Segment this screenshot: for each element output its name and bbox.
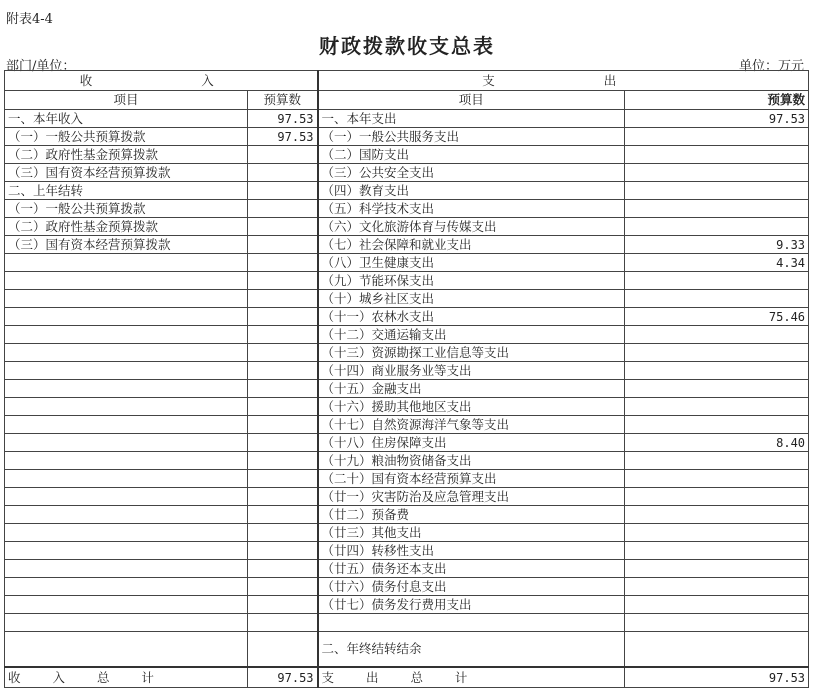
expense-value-cell: [625, 164, 809, 182]
page-title: 财政拨款收支总表: [319, 34, 495, 58]
expense-item-cell: 一、本年支出: [318, 110, 625, 128]
expense-item-cell: （三）公共安全支出: [318, 164, 625, 182]
income-total-value: 97.53: [248, 667, 318, 688]
income-item-cell: [5, 362, 248, 380]
income-value-cell: [248, 326, 318, 344]
expense-value-cell: 97.53: [625, 110, 809, 128]
income-item-cell: [5, 632, 248, 668]
table-row: [5, 470, 809, 488]
expense-value-cell: [625, 452, 809, 470]
expense-item-cell: （廿三）其他支出: [318, 524, 625, 542]
income-value-cell: [248, 434, 318, 452]
table-row: [5, 596, 809, 614]
income-item-cell: [5, 272, 248, 290]
income-item-header: 项目: [5, 91, 248, 110]
income-item-cell: [5, 434, 248, 452]
income-item-cell: [5, 290, 248, 308]
unit-label: 单位：万元: [738, 59, 804, 74]
expense-value-cell: [625, 200, 809, 218]
attachment-label: 附表4-4: [6, 12, 53, 27]
expense-value-cell: [625, 128, 809, 146]
expense-value-cell: [625, 344, 809, 362]
income-item-cell: （三）国有资本经营预算拨款: [5, 164, 248, 182]
expense-item-cell: （十一）农林水支出: [318, 308, 625, 326]
income-value-cell: [248, 578, 318, 596]
income-value-cell: [248, 344, 318, 362]
expense-value-cell: [625, 362, 809, 380]
income-value-cell: [248, 632, 318, 668]
income-item-cell: [5, 488, 248, 506]
carryover-value: [625, 632, 809, 668]
table-row: [5, 416, 809, 434]
income-item-cell: [5, 524, 248, 542]
income-value-cell: [248, 614, 318, 632]
income-item-cell: [5, 470, 248, 488]
income-item-cell: 一、本年收入: [5, 110, 248, 128]
expense-value-cell: [625, 470, 809, 488]
income-value-cell: [248, 146, 318, 164]
expense-value-cell: 9.33: [625, 236, 809, 254]
table-row: [5, 110, 809, 128]
expense-item-cell: （十五）金融支出: [318, 380, 625, 398]
income-item-cell: [5, 326, 248, 344]
expense-item-cell: [318, 614, 625, 632]
income-value-cell: [248, 182, 318, 200]
expense-item-cell: （十九）粮油物资储备支出: [318, 452, 625, 470]
income-item-cell: [5, 380, 248, 398]
income-item-cell: [5, 308, 248, 326]
expense-item-cell: （十六）援助其他地区支出: [318, 398, 625, 416]
expense-value-cell: 75.46: [625, 308, 809, 326]
expense-item-cell: （十四）商业服务业等支出: [318, 362, 625, 380]
table-row: [5, 182, 809, 200]
expense-item-cell: （八）卫生健康支出: [318, 254, 625, 272]
income-item-cell: [5, 596, 248, 614]
table-row: [5, 560, 809, 578]
expense-budget-header: 预算数: [625, 91, 809, 110]
expense-value-cell: [625, 182, 809, 200]
income-value-cell: [248, 380, 318, 398]
income-value-cell: [248, 200, 318, 218]
budget-table: [4, 70, 809, 688]
income-value-cell: [248, 524, 318, 542]
income-item-cell: （一）一般公共预算拨款: [5, 128, 248, 146]
table-row: [5, 452, 809, 470]
income-value-cell: [248, 236, 318, 254]
table-row: [5, 218, 809, 236]
expense-item-cell: （二）国防支出: [318, 146, 625, 164]
table-row: [5, 308, 809, 326]
expense-value-cell: [625, 506, 809, 524]
expense-item-cell: （廿七）债务发行费用支出: [318, 596, 625, 614]
table-row: [5, 434, 809, 452]
expense-item-cell: （四）教育支出: [318, 182, 625, 200]
table-row: [5, 398, 809, 416]
income-value-cell: [248, 308, 318, 326]
expense-value-cell: [625, 578, 809, 596]
income-item-cell: （二）政府性基金预算拨款: [5, 218, 248, 236]
income-value-cell: [248, 560, 318, 578]
expense-item-cell: （五）科学技术支出: [318, 200, 625, 218]
expense-item-header: 项目: [318, 91, 625, 110]
table-row: [5, 290, 809, 308]
income-value-cell: [248, 164, 318, 182]
table-row: [5, 578, 809, 596]
expense-item-cell: （廿五）债务还本支出: [318, 560, 625, 578]
income-total-label: 收 入 总 计: [5, 667, 248, 688]
income-value-cell: [248, 254, 318, 272]
table-row: [5, 326, 809, 344]
table-row: [5, 488, 809, 506]
income-value-cell: [248, 272, 318, 290]
expense-item-cell: （十七）自然资源海洋气象等支出: [318, 416, 625, 434]
table-row: [5, 632, 809, 668]
expense-item-cell: （十三）资源勘探工业信息等支出: [318, 344, 625, 362]
table-row: [5, 614, 809, 632]
expense-item-cell: （廿六）债务付息支出: [318, 578, 625, 596]
expense-value-cell: [625, 398, 809, 416]
income-item-cell: [5, 578, 248, 596]
expense-value-cell: [625, 272, 809, 290]
income-item-cell: [5, 614, 248, 632]
expense-value-cell: [625, 560, 809, 578]
table-row: [5, 542, 809, 560]
table-row: [5, 254, 809, 272]
expense-item-cell: （二十）国有资本经营预算支出: [318, 470, 625, 488]
expense-value-cell: [625, 146, 809, 164]
expense-value-cell: [625, 326, 809, 344]
expense-value-cell: [625, 380, 809, 398]
income-budget-header: 预算数: [248, 91, 318, 110]
expense-item-cell: （廿二）预备费: [318, 506, 625, 524]
income-value-cell: [248, 470, 318, 488]
income-value-cell: [248, 218, 318, 236]
table-row: [5, 272, 809, 290]
expense-value-cell: [625, 218, 809, 236]
expense-value-cell: [625, 290, 809, 308]
income-value-cell: [248, 398, 318, 416]
expense-item-cell: （九）节能环保支出: [318, 272, 625, 290]
table-row: [5, 506, 809, 524]
income-item-cell: 二、上年结转: [5, 182, 248, 200]
income-item-cell: [5, 452, 248, 470]
expense-value-cell: [625, 542, 809, 560]
expense-item-cell: （一）一般公共服务支出: [318, 128, 625, 146]
expense-total-value: 97.53: [625, 667, 809, 688]
expense-item-cell: （六）文化旅游体育与传媒支出: [318, 218, 625, 236]
income-value-cell: [248, 506, 318, 524]
income-item-cell: [5, 560, 248, 578]
income-item-cell: [5, 506, 248, 524]
income-item-cell: （一）一般公共预算拨款: [5, 200, 248, 218]
expense-item-cell: （十）城乡社区支出: [318, 290, 625, 308]
expense-item-cell: （廿一）灾害防治及应急管理支出: [318, 488, 625, 506]
income-item-cell: [5, 344, 248, 362]
income-item-cell: （二）政府性基金预算拨款: [5, 146, 248, 164]
income-value-cell: [248, 452, 318, 470]
expense-section-header: 支 出: [318, 71, 809, 91]
table-row: [5, 380, 809, 398]
carryover-label: 二、年终结转结余: [318, 632, 625, 668]
income-item-cell: （三）国有资本经营预算拨款: [5, 236, 248, 254]
department-label: 部门/单位：: [6, 59, 76, 74]
income-value-cell: 97.53: [248, 128, 318, 146]
income-value-cell: [248, 290, 318, 308]
table-row: [5, 362, 809, 380]
table-row: [5, 164, 809, 182]
income-item-cell: [5, 542, 248, 560]
income-value-cell: [248, 362, 318, 380]
expense-item-cell: （廿四）转移性支出: [318, 542, 625, 560]
table-row: [5, 344, 809, 362]
income-item-cell: [5, 254, 248, 272]
income-value-cell: [248, 542, 318, 560]
income-value-cell: [248, 416, 318, 434]
expense-item-cell: （十八）住房保障支出: [318, 434, 625, 452]
expense-value-cell: 4.34: [625, 254, 809, 272]
table-row: [5, 524, 809, 542]
income-section-header: 收 入: [5, 71, 318, 91]
table-row: [5, 146, 809, 164]
expense-value-cell: [625, 596, 809, 614]
expense-total-label: 支 出 总 计: [318, 667, 625, 688]
table-row: [5, 200, 809, 218]
expense-value-cell: [625, 614, 809, 632]
totals-row: [5, 667, 809, 688]
income-item-cell: [5, 398, 248, 416]
income-value-cell: [248, 488, 318, 506]
income-value-cell: [248, 596, 318, 614]
expense-item-cell: （十二）交通运输支出: [318, 326, 625, 344]
income-item-cell: [5, 416, 248, 434]
income-value-cell: 97.53: [248, 110, 318, 128]
expense-value-cell: [625, 524, 809, 542]
expense-value-cell: [625, 488, 809, 506]
table-row: [5, 236, 809, 254]
expense-value-cell: 8.40: [625, 434, 809, 452]
expense-item-cell: （七）社会保障和就业支出: [318, 236, 625, 254]
expense-value-cell: [625, 416, 809, 434]
table-row: [5, 128, 809, 146]
